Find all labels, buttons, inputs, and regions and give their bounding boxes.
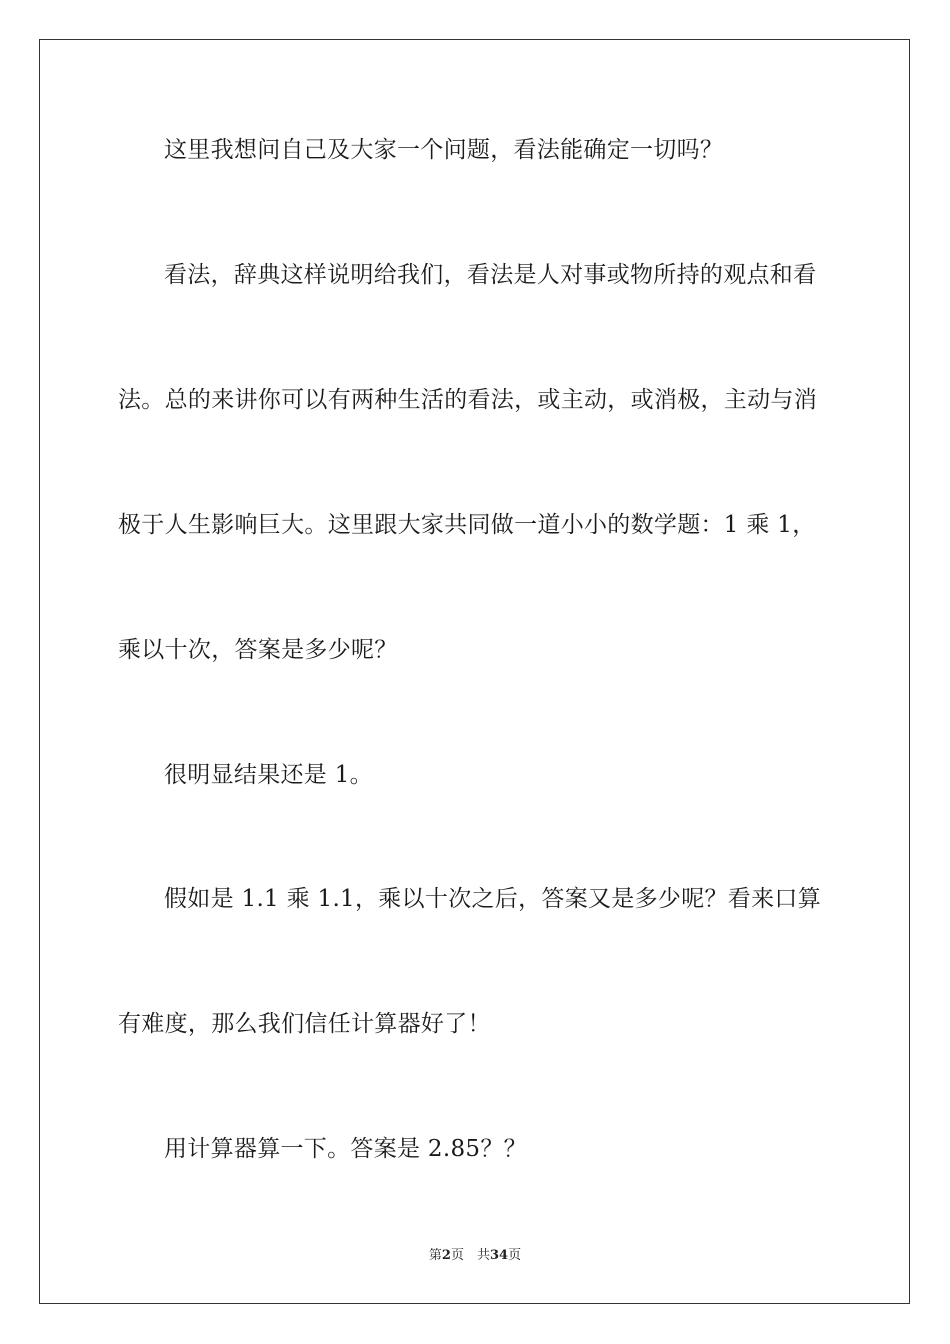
text-line: 假如是 1.1 乘 1.1，乘以十次之后，答案又是多少呢？看来口算 [164, 886, 821, 912]
text-line: 有难度，那么我们信任计算器好了！ [118, 1011, 491, 1037]
text-line: 看法，辞典这样说明给我们，看法是人对事或物所持的观点和看 [164, 262, 817, 288]
text-line: 很明显结果还是 1。 [164, 762, 373, 788]
footer-prefix: 第 [428, 1248, 442, 1263]
current-page-number: 2 [441, 1248, 451, 1263]
page-footer [0, 1247, 950, 1265]
text-line: 乘以十次，答案是多少呢？ [118, 637, 398, 663]
text-line: 法。总的来讲你可以有两种生活的看法，或主动，或消极，主动与消 [118, 387, 817, 413]
text-line: 这里我想问自己及大家一个问题，看法能确定一切吗？ [164, 137, 724, 163]
page-border [39, 39, 910, 1304]
footer-mid: 页 共 [450, 1248, 490, 1263]
text-line: 极于人生影响巨大。这里跟大家共同做一道小小的数学题：1 乘 1， [118, 512, 816, 538]
total-pages-number: 34 [489, 1248, 509, 1263]
text-line: 用计算器算一下。答案是 2.85？？ [164, 1136, 527, 1162]
footer-suffix: 页 [508, 1248, 522, 1263]
